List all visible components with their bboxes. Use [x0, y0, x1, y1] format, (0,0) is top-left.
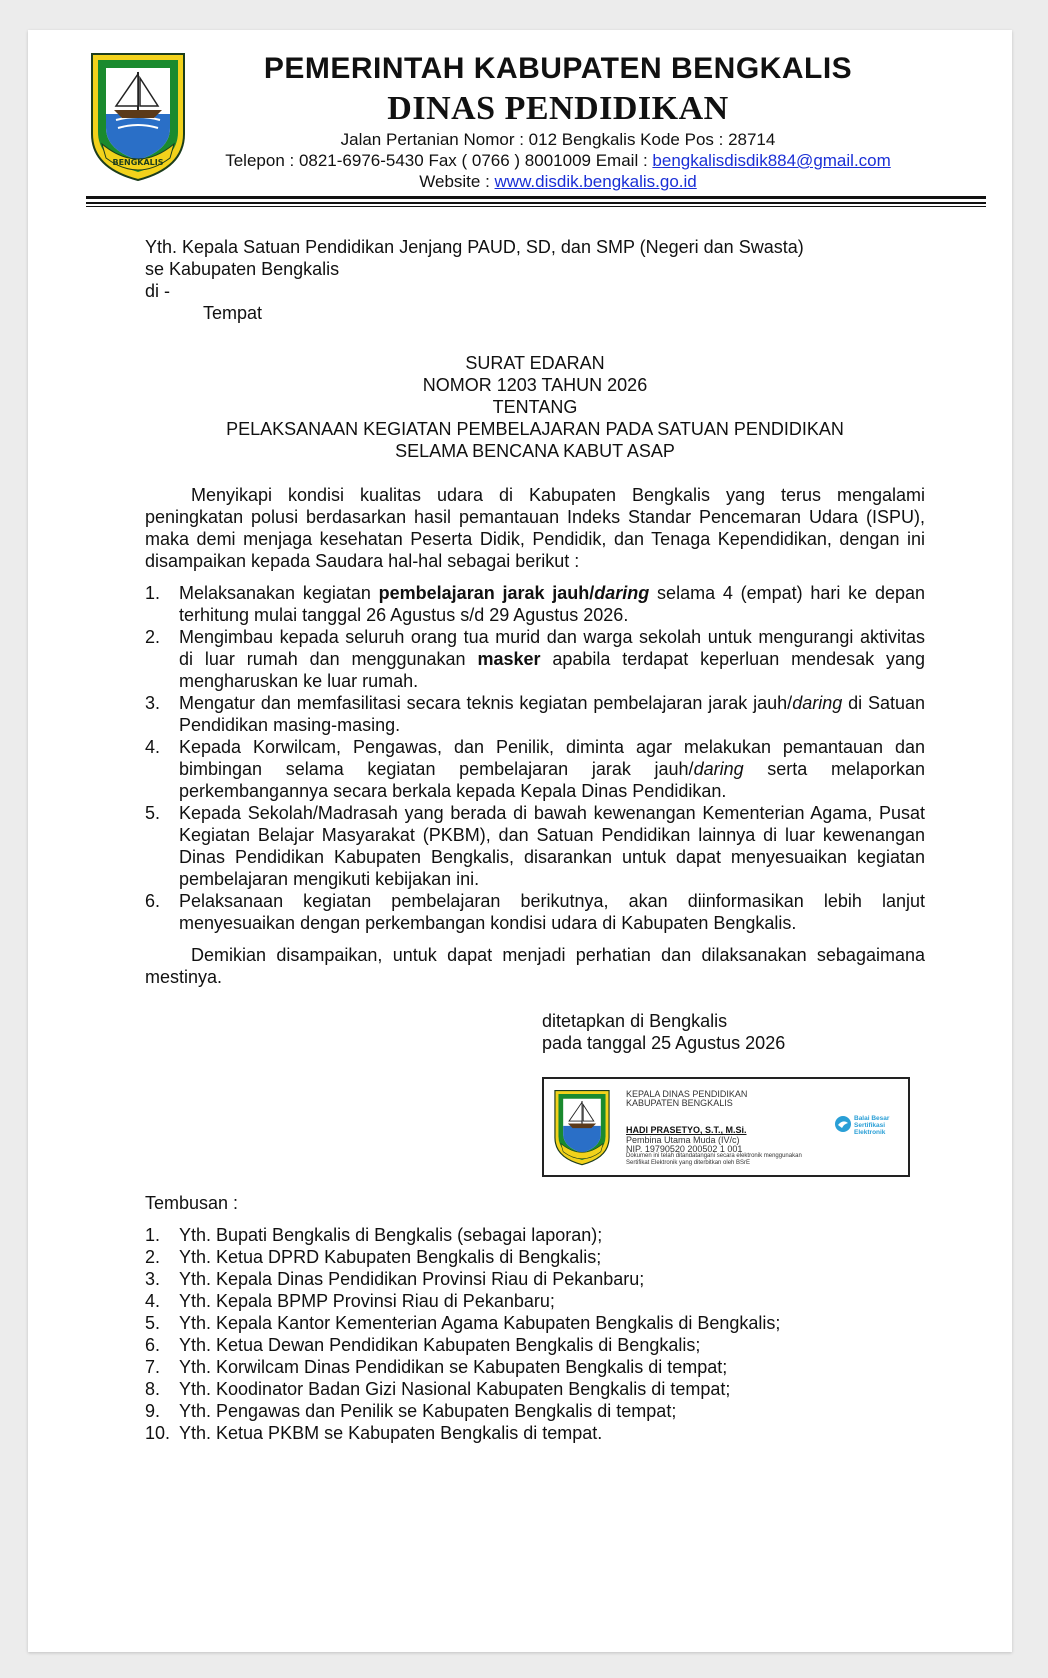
tembusan-number: 8. [145, 1379, 161, 1399]
point-number: 3. [145, 693, 161, 713]
signer-nip: NIP. 19790520 200502 1 001 [626, 1144, 743, 1154]
point-number: 1. [145, 583, 161, 603]
tembusan-item [145, 1246, 925, 1268]
point-text: Mengatur dan memfasilitasi secara teknis kegiatan pembelajaran jarak jauh/daring di Satuan Pendidikan masing-masing. [179, 693, 926, 735]
tembusan-item [145, 1268, 925, 1290]
tembusan-item [145, 1400, 925, 1422]
header-rule-thick [86, 196, 986, 199]
point-text: Melaksanakan kegiatan pembelajaran jarak jauh/daring selama 4 (empat) hari ke depan terhitung mulai tanggal 26 Agustus s/d 29 Agustus 2026. [179, 583, 926, 625]
phone-fax-text: Telepon : 0821-6976-5430 Fax ( 0766 ) 8001009 Email : [225, 151, 653, 170]
website-line [168, 172, 948, 192]
contact-line [168, 151, 948, 171]
title-line-1: SURAT EDARAN [465, 353, 605, 373]
bsre-icon [834, 1115, 852, 1133]
list-item [145, 626, 925, 692]
point-number: 6. [145, 891, 161, 911]
recipient-line-3: di - [145, 281, 171, 301]
list-item [145, 582, 925, 626]
closing-paragraph: Demikian disampaikan, untuk dapat menjadi perhatian dan dilaksanakan sebagaimana mestinya. [145, 945, 925, 987]
tembusan-item [145, 1422, 925, 1444]
tembusan-number: 7. [145, 1357, 161, 1377]
logo-text: BENGKALIS [112, 158, 164, 167]
bsre-label: Balai Besar Sertifikasi Elektronik [854, 1115, 890, 1136]
signer-rank: Pembina Utama Muda (IV/c) [626, 1135, 740, 1145]
tembusan-number: 10. [145, 1423, 171, 1443]
department-name: DINAS PENDIDIKAN [387, 90, 729, 127]
tembusan-text: Yth. Kepala Dinas Pendidikan Provinsi Riau di Pekanbaru; [179, 1269, 645, 1289]
list-item [145, 802, 925, 890]
electronic-signature-box [542, 1077, 910, 1177]
tembusan-number: 3. [145, 1269, 161, 1289]
government-name: PEMERINTAH KABUPATEN BENGKALIS [263, 52, 853, 85]
tembusan-text: Yth. Pengawas dan Penilik se Kabupaten Bengkalis di tempat; [179, 1401, 677, 1421]
tembusan-number: 9. [145, 1401, 161, 1421]
tembusan-item [145, 1356, 925, 1378]
list-item [145, 692, 925, 736]
letter-page [28, 30, 1012, 1652]
list-item [145, 890, 925, 934]
tembusan-item [145, 1378, 925, 1400]
tembusan-number: 4. [145, 1291, 161, 1311]
bsre-badge [834, 1115, 900, 1141]
points-list [145, 582, 925, 934]
tembusan-label: Tembusan : [145, 1193, 239, 1213]
signature-date: pada tanggal 25 Agustus 2026 [542, 1033, 786, 1053]
point-number: 2. [145, 627, 161, 647]
intro-paragraph: Menyikapi kondisi kualitas udara di Kabupaten Bengkalis yang terus mengalami peningkatan polusi berdasarkan hasil pemantauan Indeks Standar Pencemaran Udara (ISPU), maka demi menjaga kesehatan Peserta Didik, Pendidik, dan Tenaga Kependidikan, dengan ini disampaikan kepada Saudara hal-hal sebagai berikut : [145, 485, 925, 571]
point-number: 5. [145, 803, 161, 823]
tembusan-text: Yth. Koodinator Badan Gizi Nasional Kabupaten Bengkalis di tempat; [179, 1379, 731, 1399]
tembusan-text: Yth. Ketua DPRD Kabupaten Bengkalis di Bengkalis; [179, 1247, 602, 1267]
title-line-5: SELAMA BENCANA KABUT ASAP [395, 441, 675, 461]
title-line-2: NOMOR 1203 TAHUN 2026 [422, 375, 648, 395]
tembusan-text: Yth. Bupati Bengkalis di Bengkalis (sebagai laporan); [179, 1225, 603, 1245]
recipient-line-1: Yth. Kepala Satuan Pendidikan Jenjang PAUD, SD, dan SMP (Negeri dan Swasta) [145, 237, 804, 257]
header-rule-medium [86, 202, 986, 204]
tembusan-list [145, 1224, 925, 1444]
tembusan-item [145, 1224, 925, 1246]
tembusan-number: 6. [145, 1335, 161, 1355]
point-text: Kepada Sekolah/Madrasah yang berada di bawah kewenangan Kementerian Agama, Pusat Kegiatan Belajar Masyarakat (PKBM), dan Satuan Pendidikan lainnya di luar kewenangan Dinas Pendidikan Kabupaten Bengkalis, disarankan untuk dapat menyesuaikan kegiatan pembelajaran mengikuti kebijakan ini. [179, 803, 925, 889]
title-line-4: PELAKSANAAN KEGIATAN PEMBELAJARAN PADA SATUAN PENDIDIKAN [226, 419, 844, 439]
signature-place: ditetapkan di Bengkalis [542, 1011, 728, 1031]
tembusan-text: Yth. Ketua Dewan Pendidikan Kabupaten Bengkalis di Bengkalis; [179, 1335, 701, 1355]
point-number: 4. [145, 737, 161, 757]
tembusan-number: 2. [145, 1247, 161, 1267]
recipient-line-2: se Kabupaten Bengkalis [145, 259, 340, 279]
tembusan-item [145, 1290, 925, 1312]
tembusan-text: Yth. Kepala Kantor Kementerian Agama Kabupaten Bengkalis di Bengkalis; [179, 1313, 781, 1333]
point-text: Kepada Korwilcam, Pengawas, dan Penilik, diminta agar melakukan pemantauan dan bimbingan selama kegiatan pembelajaran jarak jauh/daring serta melaporkan perkembangannya secara berkala kepada Kepala Dinas Pendidikan. [179, 737, 925, 801]
tembusan-text: Yth. Kepala BPMP Provinsi Riau di Pekanbaru; [179, 1291, 555, 1311]
list-item [145, 736, 925, 802]
recipient-line-4: Tempat [203, 303, 263, 323]
title-line-3: TENTANG [492, 397, 578, 417]
website-link[interactable]: www.disdik.bengkalis.go.id [494, 172, 697, 191]
point-text: Pelaksanaan kegiatan pembelajaran berikutnya, akan diinformasikan lebih lanjut menyesuaikan dengan perkembangan kondisi udara di Kabupaten Bengkalis. [179, 891, 925, 933]
website-label: Website : [419, 172, 495, 191]
e-sign-note-1: Dokumen ini telah ditandatangani secara elektronik menggunakan [626, 1153, 802, 1159]
tembusan-number: 5. [145, 1313, 161, 1333]
signature-logo [552, 1087, 612, 1167]
email-link[interactable]: bengkalisdisdik884@gmail.com [652, 151, 891, 170]
tembusan-text: Yth. Korwilcam Dinas Pendidikan se Kabupaten Bengkalis di tempat; [179, 1357, 728, 1377]
office-line-2: KABUPATEN BENGKALIS [626, 1098, 733, 1108]
e-sign-note-2: Sertifikat Elektronik yang diterbitkan oleh BSrE [626, 1160, 751, 1166]
address-line: Jalan Pertanian Nomor : 012 Bengkalis Kode Pos : 28714 [340, 130, 776, 149]
tembusan-item [145, 1334, 925, 1356]
point-text: Mengimbau kepada seluruh orang tua murid dan warga sekolah untuk mengurangi aktivitas di luar rumah dan menggunakan masker apabila terdapat keperluan mendesak yang mengharuskan ke luar rumah. [179, 627, 925, 691]
tembusan-text: Yth. Ketua PKBM se Kabupaten Bengkalis di tempat. [179, 1423, 603, 1443]
signer-name: HADI PRASETYO, S.T., M.Si. [626, 1125, 747, 1135]
tembusan-number: 1. [145, 1225, 161, 1245]
header-rule-thin [86, 206, 986, 207]
tembusan-item [145, 1312, 925, 1334]
office-line-1: KEPALA DINAS PENDIDIKAN [626, 1089, 748, 1099]
